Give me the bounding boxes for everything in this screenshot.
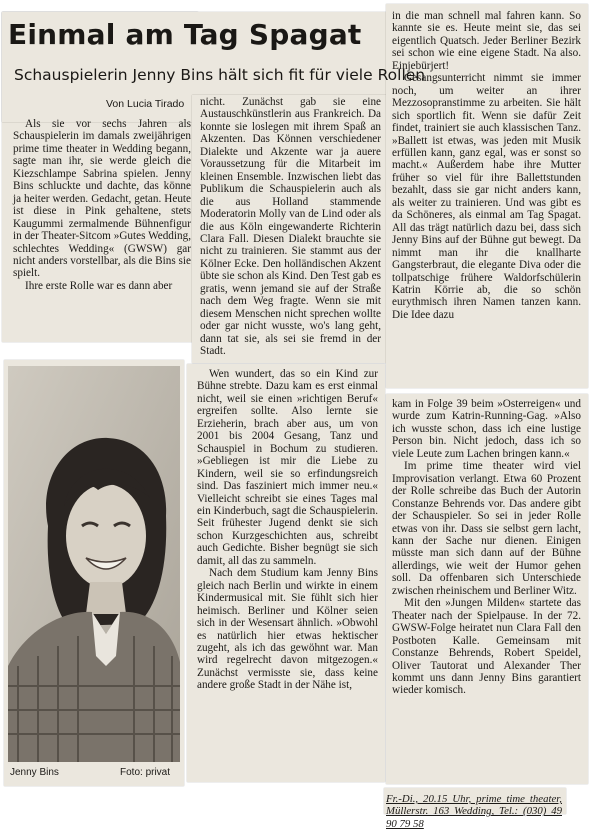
headline: Einmal am Tag Spagat <box>8 18 362 51</box>
event-info <box>386 793 562 830</box>
paragraph: kam in Folge 39 beim »Osterreigen« und wurde zum Katrin-Running-Gag. »Also ich wusste schon, dass ich eine lustige Person bin. Nicht jedoch, dass ich so viele Leute zum Lachen bringen kann.« <box>392 398 581 460</box>
paragraph: Wen wundert, das so ein Kind zur Bühne strebte. Dazu kam es erst einmal nicht, weil sie einen »richtigen Beruf« ergreifen sollte. Also lernte sie Erzieherin, brach aber aus, um von 2001 bis 2004 Gesang, Tanz und Schauspiel in Bochum zu studieren. »Gebliegen ist mir die Liebe zu Kindern, weil sie so erfindungsreich sind. Das fasziniert mich immer neu.« Vielleicht schreibt sie eines Tages mal ein Kinderbuch, sagt die Schauspielerin. Seit frühester Jugend denkt sie sich schon Kurzgeschichten aus, schreibt auch Gedichte. Bisher begnügt sie sich damit, all das zu sammeln. <box>197 368 378 567</box>
paragraph: nicht. Zunächst gab sie eine Austauschkünstlerin aus Frankreich. Da konnte sie loslegen mit ihrem Spaß an Akzenten. Das Können verschiedener Dialekte und Akzente war ja auere Voraussetzung für die Mitarbeit im kleinen Ensemble. Inzwischen liebt das Publikum die Schauspielerin auch als die aus Holland stammende Moderatorin Molly van de Lind oder als die aus Köln eingewanderte Richterin Clara Fall. Diesen Dialekt brauchte sie nicht zu trainieren. Sie stammt aus der Kölner Ecke. Den holländischen Akzent übte sie schon als Kind. Den Test gab es gratis, wenn jemand sie auf der Straße nach dem Weg fragte. Wenn sie mit diesem Menschen nicht sprechen wollte oder gar nicht wusste, wo's lang geht, dann tat sie, als sei sie fremd in der Stadt. <box>200 96 381 358</box>
paragraph: Nach dem Studium kam Jenny Bins gleich nach Berlin und wirkte in einem Kindermusical mit. Sie fühlt sich hier heimisch. Berliner und Kölner seien sich in der Wesensart ähnlich. »Obwohl es natürlich hier etwas hektischer zugeht, als ich das gewöhnt war. Man wird regelrecht davon mitgezogen.« Zunächst vermisste sie, dass keine andere große Stadt in der Nähe ist, <box>197 567 378 692</box>
photo-caption: Jenny Bins <box>10 767 59 778</box>
byline: Von Lucia Tirado <box>106 98 185 110</box>
column-2-upper <box>200 96 381 358</box>
column-2-lower <box>197 368 378 692</box>
portrait-photo <box>8 366 180 762</box>
paragraph: in die man schnell mal fahren kann. So kannte sie es. Heute meint sie, das sei eigentlich Quatsch. Jeder Berliner Bezirk sei schon wie eine eigene Stadt. Na also. Einjebürjert! <box>392 10 581 72</box>
paragraph: Gesangsunterricht nimmt sie immer noch, um weiter an ihrer Mezzosopranstimme zu arbeiten. Sie hält sich sportlich fit. Wenn sie dafür Zeit findet, trainiert sie auch klassischen Tanz. »Ballett ist etwas, was jeden mit Musik erfüllen kann, ganz egal, was er sonst so macht.« Außerdem habe ihre Mutter früher so viel für ihre Ballettstunden bezahlt, dass sie gar nicht anders kann, als weiter zu trainieren. Und was gibt es da Schöneres, als einmal am Tag Spagat. All das trägt natürlich dazu bei, dass sich Jenny Bins auf der Bühne gut bewegt. Da nimmt man ihr die knallharte Gangsterbraut, die elegante Diva oder die tollpatschige frühere Waldorfschülerin Katrin Körrie ab, die so schön eurythmisch ihren Namen tanzen kann. Die Idee dazu <box>392 72 581 321</box>
photo-credit: Foto: privat <box>120 767 171 778</box>
subheadline: Schauspielerin Jenny Bins hält sich fit für viele Rollen <box>14 66 426 84</box>
paragraph: Ihre erste Rolle war es dann aber <box>25 279 173 292</box>
paragraph: Im prime time theater wird viel Improvisation verlangt. Etwa 60 Prozent der Rolle schreibe das Buch der Autorin Constanze Behrends vor. Das andere gibt der Schauspieler. So sei in jeder Rolle etwas von ihr. Dass sie selbst gern lacht, kann der Sache nur dienen. Einigen müsste man sich dann auf der Bühne allerdings, wie weit der Humor gehen soll. Da offenbaren sich Unterschiede zwischen rheinischem und Berliner Witz. <box>392 460 581 597</box>
column-1 <box>13 118 191 292</box>
event-info-text: Fr.-Di., 20.15 Uhr, prime time theater, Müllerstr. 163 Wedding, Tel.: (030) 49 90 79 58 <box>386 793 562 830</box>
column-3-lower <box>392 398 581 697</box>
paragraph: Als sie vor sechs Jahren als Schauspielerin im damals zweijährigen prime time theater in Wedding begann, sagte man ihr, sie werde gleich die Kiezschlampe Sabrina spielen. Jenny Bins schluckte und dachte, das könne ja heiter werden. Gedacht, getan. Heute ist diese in Pink gehaltene, stets Kaugummi zermalmende Bühnenfigur in der Theater-Sitcom »Gutes Wedding, schlechtes Wedding« (GWSW) gar nicht anders vorstellbar, als die Bins sie spielt. <box>13 118 191 280</box>
paragraph: Mit den »Jungen Milden« startete das Theater nach der Spielpause. In der 72. GWSW-Folge heiratet nun Clara Fall den Postboten Kalle. Gemeinsam mit Constanze Behrends, Robert Speidel, Oliver Tautorat und Alexander Ther kommt uns dann Jenny Bins garantiert wieder komisch. <box>392 597 581 697</box>
column-3-upper <box>392 10 581 321</box>
